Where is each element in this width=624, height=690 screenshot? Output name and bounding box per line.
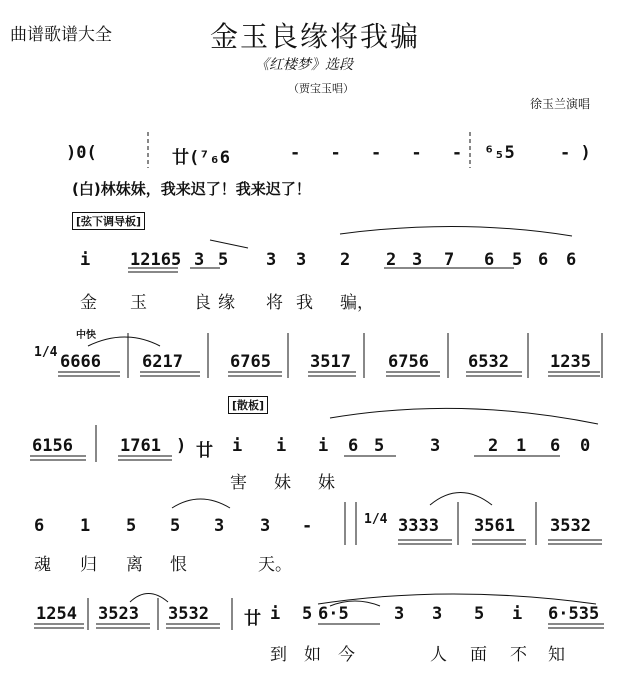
note: 5 (170, 516, 181, 536)
note: 3 (260, 516, 271, 536)
lyric: 魂 (34, 555, 51, 575)
note: ) (176, 436, 187, 456)
lyric: 如 (304, 645, 321, 665)
note: i (270, 604, 281, 624)
note: 3 (296, 250, 307, 270)
line1-start: )0( (66, 143, 97, 163)
note: 1 (80, 516, 91, 536)
note-group: 6156 (32, 436, 73, 456)
site-name: 曲谱歌谱大全 (10, 25, 112, 45)
note: 1 (516, 436, 527, 456)
lyric: 我 (296, 293, 313, 313)
note: 5 (218, 250, 229, 270)
lyric: 害 (230, 473, 247, 493)
note: 2 (488, 436, 499, 456)
note: 5 (374, 436, 385, 456)
note: i (318, 436, 329, 456)
note: 3 (412, 250, 423, 270)
lyric: 良 (194, 293, 211, 313)
spoken-line: (白)林妹妹，我来迟了！我来迟了！ (72, 180, 311, 198)
note-group: 6765 (230, 352, 271, 372)
note-group: 3561 (474, 516, 515, 536)
note-group: 3532 (168, 604, 209, 624)
note: 6 (550, 436, 561, 456)
note: 6·5 (318, 604, 349, 624)
note-group: 6217 (142, 352, 183, 372)
note-group: 6·535 (548, 604, 600, 624)
song-title: 金玉良缘将我骗 (210, 20, 421, 53)
note: 3 (432, 604, 443, 624)
lyric: 玉 (130, 293, 147, 313)
note: 廿 (244, 609, 261, 629)
note: 6 (538, 250, 549, 270)
lyric: 妹 (318, 473, 335, 493)
line1-notes-b: ⁶₅5 (484, 143, 515, 163)
lyric: 天。 (258, 555, 292, 575)
note: 6 (34, 516, 45, 536)
note-group: 3532 (550, 516, 591, 536)
note: i (80, 250, 91, 270)
lyric: 妹 (274, 473, 291, 493)
note: 6 (348, 436, 359, 456)
lyric: 到 (270, 645, 287, 665)
note-group: 1761 (120, 436, 161, 456)
note: 3 (430, 436, 441, 456)
note: 7 (444, 250, 455, 270)
line1-end: - ) (560, 143, 591, 163)
note: 3 (266, 250, 277, 270)
singer-note: （贾宝玉唱） (288, 82, 354, 95)
lyric: 知 (548, 645, 565, 665)
tempo-mark: [弦下调导板] (72, 212, 145, 230)
note: i (276, 436, 287, 456)
line1-dashes: - - - - - (290, 143, 473, 163)
lyric: 人 (430, 645, 447, 665)
line1-notes-a: 廿(⁷₆6 (172, 148, 230, 168)
meter: 1/4 (34, 345, 58, 360)
lyric: 金 (80, 293, 97, 313)
note: 3 (394, 604, 405, 624)
lyric: 离 (126, 555, 143, 575)
note-group: 3523 (98, 604, 139, 624)
note: 2 (340, 250, 351, 270)
lyric: 缘 (218, 293, 235, 313)
note: 6 (484, 250, 495, 270)
note-group: 3333 (398, 516, 439, 536)
note: - (302, 516, 313, 536)
note: i (512, 604, 523, 624)
lyric: 归 (80, 555, 97, 575)
note: i (232, 436, 243, 456)
performer: 徐玉兰演唱 (530, 97, 591, 111)
note: 5 (512, 250, 523, 270)
meter: 1/4 (364, 512, 388, 527)
note: 3 (214, 516, 225, 536)
song-subtitle: 《红楼梦》选段 (255, 57, 353, 73)
note-group: 12165 (130, 250, 182, 270)
tempo-mark: [散板] (228, 396, 268, 414)
note: 5 (302, 604, 313, 624)
lyric: 将 (266, 293, 283, 313)
lyric: 面 (470, 645, 487, 665)
note-group: 1254 (36, 604, 77, 624)
note-group: 3517 (310, 352, 351, 372)
note: 0 (580, 436, 591, 456)
note: 廿 (196, 441, 213, 461)
note: 2 (386, 250, 397, 270)
tempo-label: 中快 (76, 330, 96, 341)
note-group: 6666 (60, 352, 101, 372)
note-group: 1235 (550, 352, 591, 372)
note-group: 6532 (468, 352, 509, 372)
note-group: 6756 (388, 352, 429, 372)
lyric: 骗， (340, 293, 374, 313)
note: 6 (566, 250, 577, 270)
lyric: 恨 (170, 555, 187, 575)
lyric: 不 (510, 645, 527, 665)
note: 5 (126, 516, 137, 536)
note: 5 (474, 604, 485, 624)
note: 3 (194, 250, 205, 270)
lyric: 今 (338, 645, 355, 665)
